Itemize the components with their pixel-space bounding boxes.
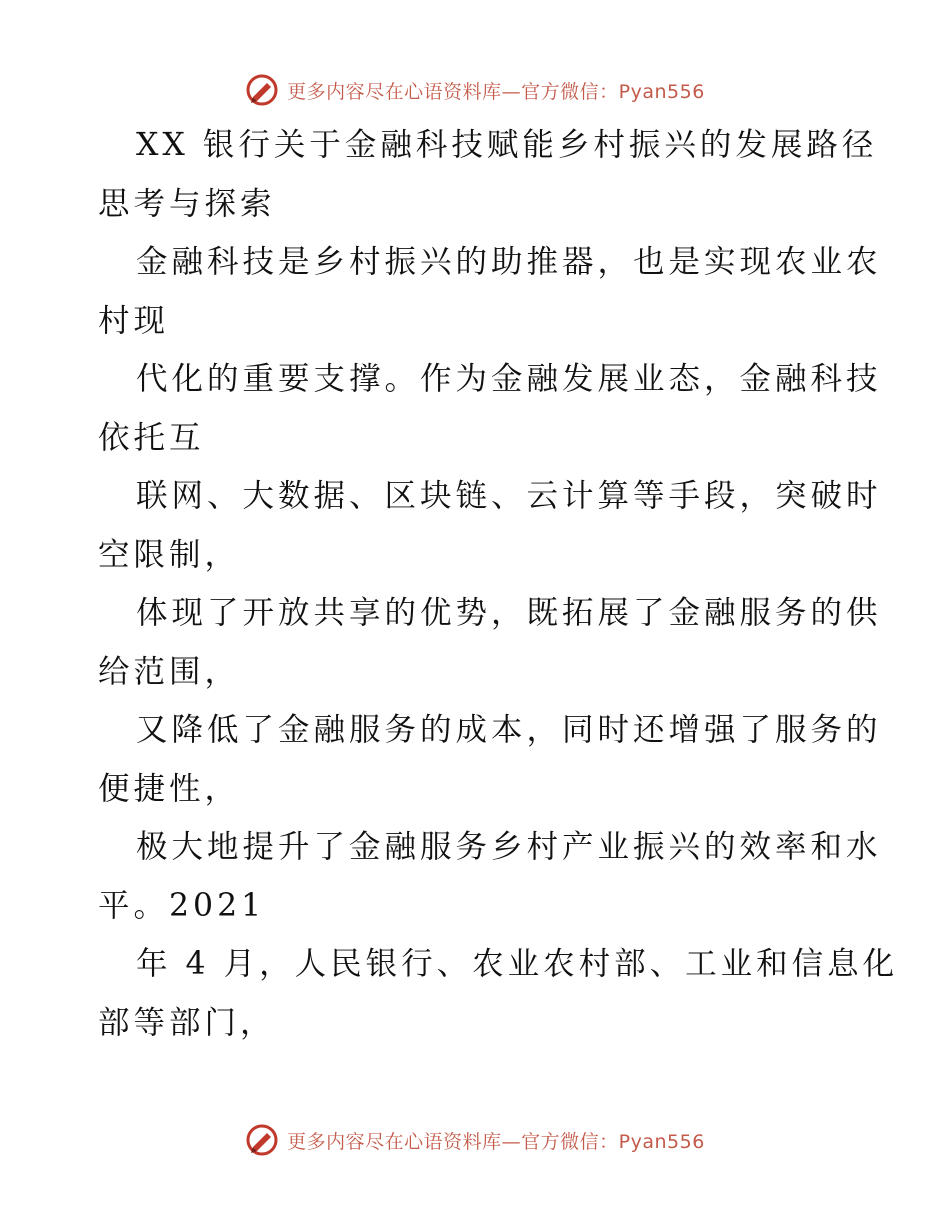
banner-text: 更多内容尽在心语资料库—官方微信：Pyan556 (287, 80, 705, 103)
text-line: XX 银行关于金融科技赋能乡村振兴的发展路径 (136, 127, 878, 163)
text-line: 又降低了金融服务的成本，同时还增强了服务的 (136, 712, 882, 748)
text-line: 依托互 (98, 419, 205, 456)
text-line: 年 4 月，人民银行、农业农村部、工业和信息化 (136, 946, 899, 982)
pen-logo-icon (245, 1123, 279, 1157)
pen-logo-icon (245, 73, 279, 107)
text-line: 金融科技是乡村振兴的助推器，也是实现农业农 (136, 244, 882, 280)
footer-banner (0, 1118, 950, 1162)
text-line: 便捷性， (98, 770, 241, 807)
text-line: 联网、大数据、区块链、云计算等手段，突破时 (136, 478, 882, 514)
text-line: 平。2021 (98, 887, 266, 924)
text-line: 村现 (98, 302, 170, 339)
text-line: 体现了开放共享的优势，既拓展了金融服务的供 (136, 595, 882, 631)
text-line: 空限制， (98, 536, 241, 573)
header-banner (0, 68, 950, 112)
banner-text: 更多内容尽在心语资料库—官方微信：Pyan556 (287, 1130, 705, 1153)
text-line: 思考与探索 (98, 185, 276, 222)
document-body (98, 116, 899, 1052)
text-line: 给范围， (98, 653, 241, 690)
text-line: 部等部门， (98, 1004, 276, 1041)
text-line: 代化的重要支撑。作为金融发展业态，金融科技 (136, 361, 882, 397)
text-line: 极大地提升了金融服务乡村产业振兴的效率和水 (136, 829, 882, 865)
